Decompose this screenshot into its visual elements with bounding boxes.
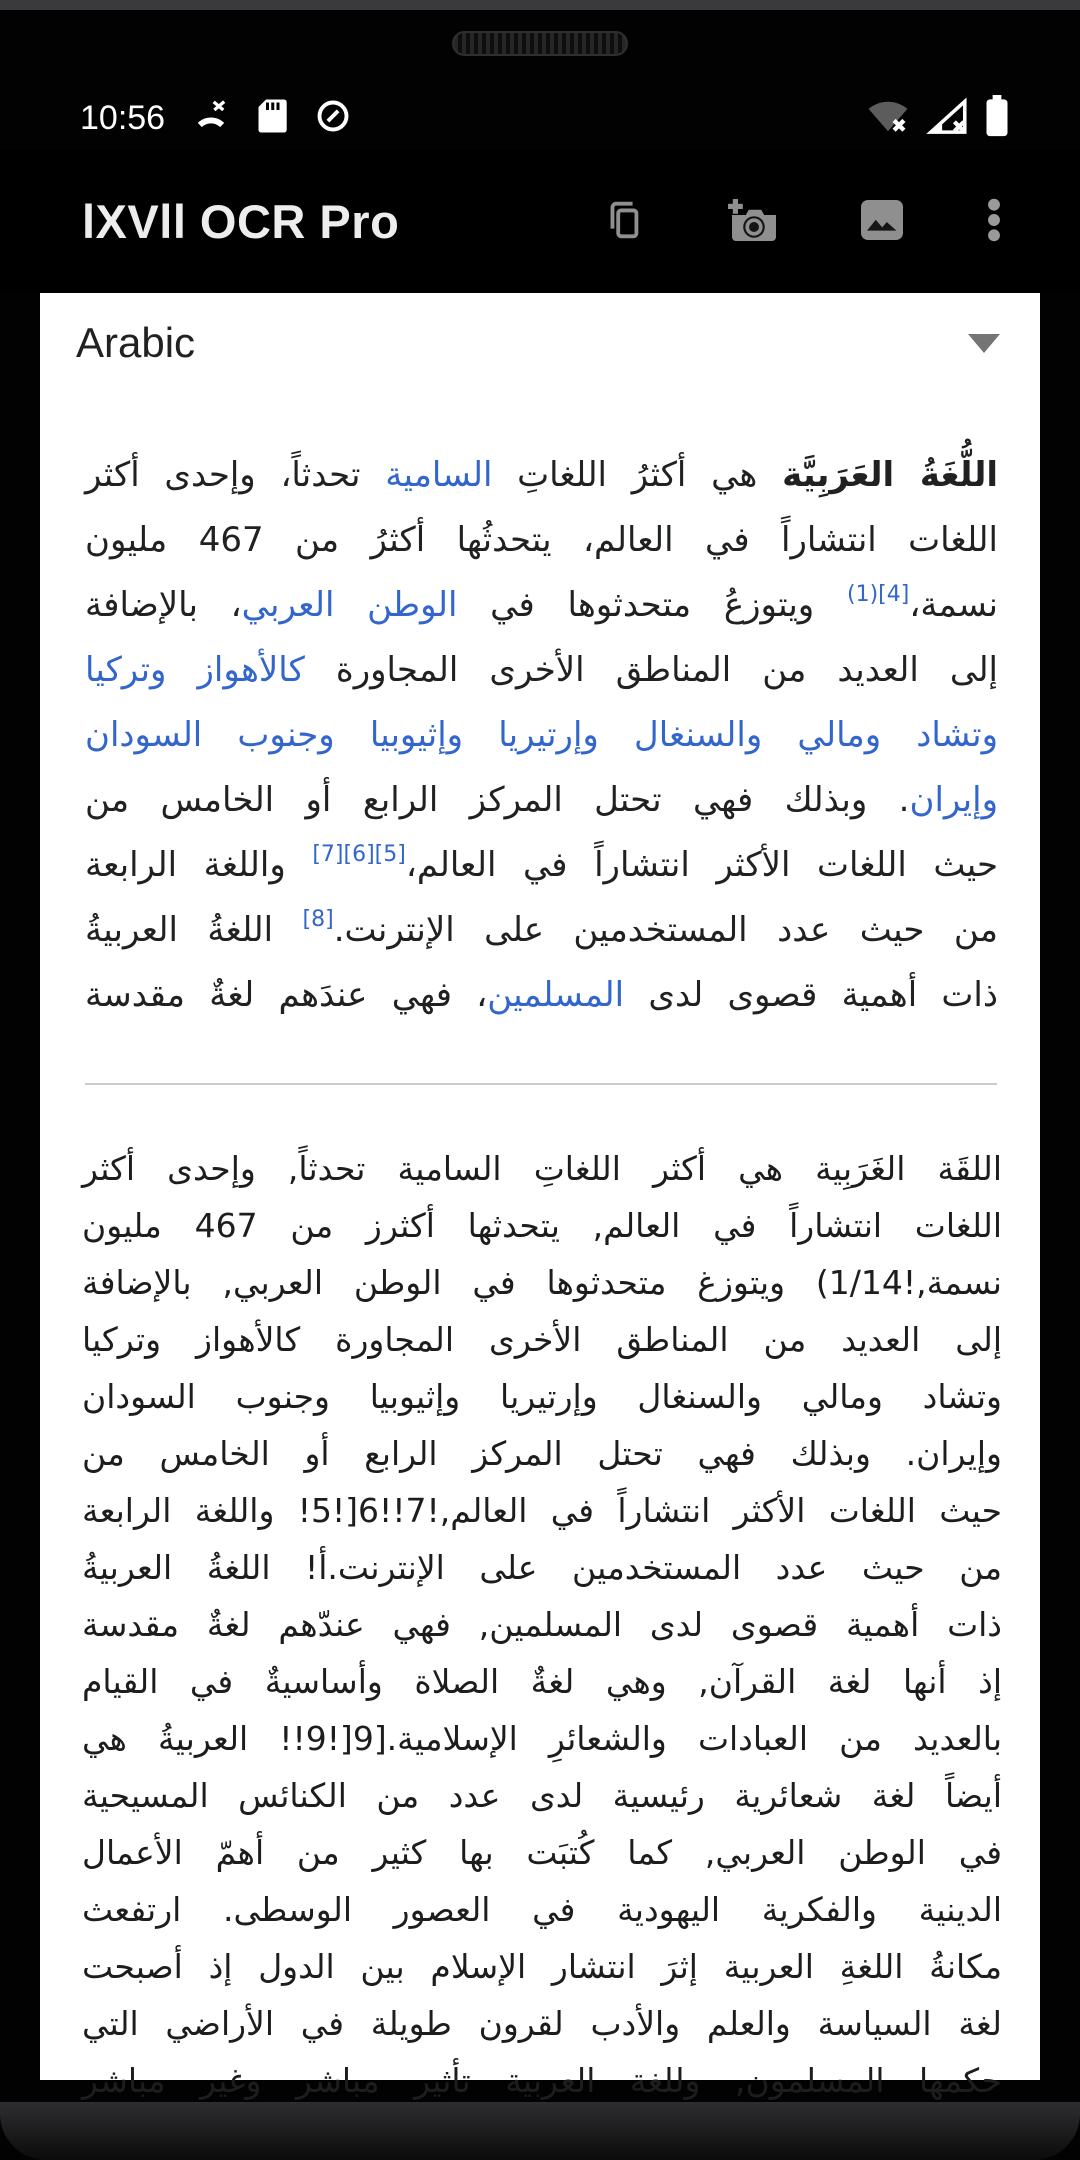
more-vert-icon (986, 197, 1002, 246)
ocr-text-line: وتشاد ومالي والسنغال وإرتيريا وإثيوبيا وجنوب السودان (82, 1377, 1002, 1416)
source-text-line: وتشاد ومالي والسنغال وإرتيريا وإثيوبيا وجنوب السودان (85, 715, 998, 755)
add-photo-button[interactable] (726, 197, 778, 246)
ocr-text-line: في الوطن العربي, كما كُتبَت بها كثير من أهمّ الأعمال (82, 1833, 1002, 1872)
ocr-text-line: حيث اللغات الأكثر انتشاراً في العالم,!7!!6[!5! واللغة الرابعة (82, 1491, 1002, 1530)
chevron-down-icon (968, 334, 1000, 353)
ocr-text-line: ذات أهمية قصوى لدى المسلمين, فهي عندّهم لغةٌ مقدسة (82, 1605, 1002, 1644)
ocr-text-line: اللغات انتشاراً في العالم, يتحدثها أكثرز من 467 مليون (82, 1206, 1002, 1245)
source-text-line: نسمة،$^{[4](1)}$ ويتوزعُ متحدثوها في الوطن العربي، بالإضافة (85, 582, 998, 625)
camera-plus-icon (726, 197, 778, 246)
image-icon (858, 197, 906, 246)
status-bar (0, 86, 1080, 150)
copy-icon (600, 197, 646, 246)
section-divider (85, 1083, 997, 1085)
ocr-result-text (82, 1140, 1002, 2109)
wifi-off-icon (866, 97, 910, 140)
source-text-line: اللُّغَةُ العَرَبِيَّة هي أكثرُ اللغاتِ السامية تحدثاً، وإحدى أكثر (85, 455, 998, 495)
ocr-text-line: وإيران. وبذلك فهي تحتل المركز الرابع أو الخامس من (82, 1434, 1002, 1473)
source-text-line: ذات أهمية قصوى لدى المسلمين، فهي عندَهم لغةٌ مقدسة (85, 975, 999, 1015)
ocr-text-line: الدينية والفكرية اليهودية في العصور الوسطى. ارتفعث (82, 1890, 1002, 1929)
cellular-no-internet-icon (926, 97, 968, 140)
ocr-text-line: إذ أنها لغة القرآن, وهي لغةٌ الصلاة وأساسيةٌ في القيام (82, 1662, 1002, 1701)
data-saver-icon (315, 98, 351, 139)
overflow-menu-button[interactable] (986, 197, 1002, 246)
app-bar-actions (600, 197, 1002, 246)
sd-card-icon (257, 98, 287, 139)
copy-button[interactable] (600, 197, 646, 246)
ocr-text-line: اللقَة الغَرَبِية هي أكثر اللغاتِ السامية تحدثاً, وإحدى أكثر (82, 1149, 1002, 1188)
bottom-nav-bar (0, 2102, 1080, 2160)
ocr-text-line: حكمها المسلمون, وللغة العربية تأثير مباشر وغير مباشر (82, 2061, 1002, 2100)
ocr-text-line: نسمة,!1/14) ويتوزغ متحدثوها في الوطن العربي, بالإضافة (82, 1263, 1002, 1302)
source-text-line: إلى العديد من المناطق الأخرى المجاورة كالأهواز وتركيا (85, 650, 999, 690)
clock-time: 10:56 (80, 98, 166, 137)
ocr-text-line: أيضاً لغة شعائرية رئيسية لدى عدد من الكنائس المسيحية (82, 1776, 1002, 1815)
ocr-text-line: بالعديد من العبادات والشعائرِ الإسلامية.[9[!9!! العربيةُ هي (82, 1719, 1003, 1758)
app-bar (0, 150, 1080, 292)
battery-icon (984, 95, 1010, 142)
source-text-line: وإيران. وبذلك فهي تحتل المركز الرابع أو الخامس من (85, 780, 998, 820)
gallery-button[interactable] (858, 197, 906, 246)
status-left-cluster (80, 98, 351, 139)
source-text-line: اللغات انتشاراً في العالم، يتحدثُها أكثرُ من 467 مليون (85, 520, 998, 560)
source-text-line: حيث اللغات الأكثر انتشاراً في العالم،[5][6][7] واللغة الرابعة (85, 842, 998, 885)
speaker-grille (452, 31, 628, 56)
ocr-text-line: من حيث عدد المستخدمين على الإنترنت.أ! اللغةُ العربيةُ (82, 1548, 1002, 1587)
ocr-text-line: إلى العديد من المناطق الأخرى المجاورة كالأهواز وتركيا (82, 1320, 1002, 1359)
ocr-text-line: مكانةُ اللغةِ العربية إثرَ انتشار الإسلام بين الدول إذ أصبحت (82, 1947, 1002, 1986)
screen-top-bezel (0, 0, 1080, 10)
source-text-line: من حيث عدد المستخدمين على الإنترنت.[8] اللغةُ العربيةُ (85, 907, 998, 950)
missed-call-icon (193, 98, 229, 139)
content-card (40, 293, 1040, 2100)
ocr-text-line: لغة السياسة والعلم والأدب لقرون طويلة في الأراضي التي (82, 2004, 1002, 2043)
source-text (85, 443, 998, 1028)
status-right-cluster (866, 95, 1010, 142)
language-selector-value: Arabic (76, 319, 196, 366)
language-selector[interactable] (40, 293, 1040, 393)
app-title: lXVll OCR Pro (82, 194, 400, 248)
